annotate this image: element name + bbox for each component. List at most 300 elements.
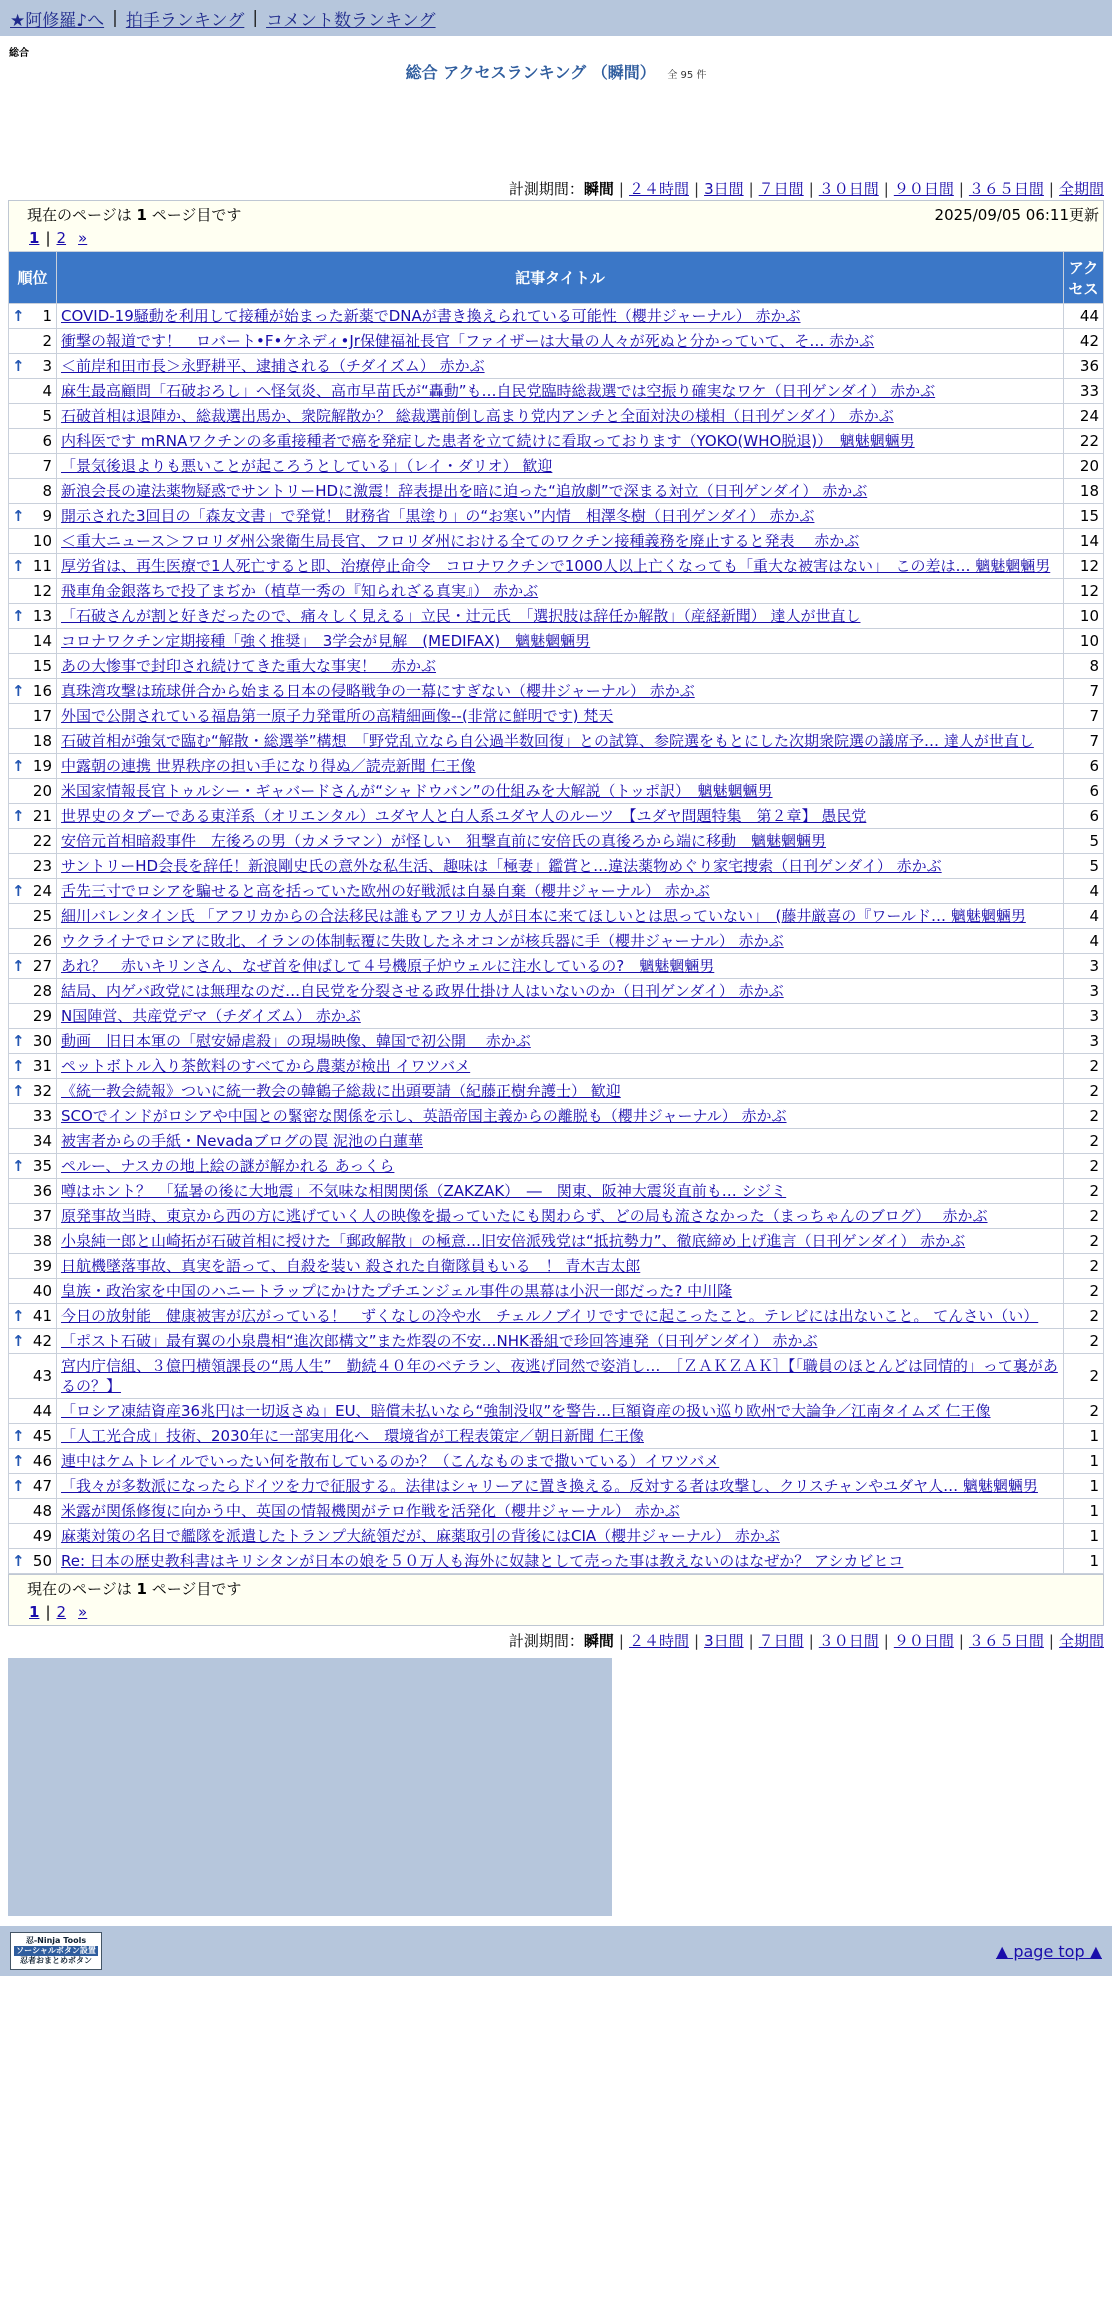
rank-number: 13	[32, 607, 52, 625]
article-link[interactable]: 被害者からの手紙・Nevadaブログの罠 泥池の白蓮華	[61, 1132, 424, 1150]
period-label: 計測期間：	[508, 1632, 584, 1650]
article-link[interactable]: 「我々が多数派になったらドイツを力で征服する。法律はシャリーアに置き換える。反対する者は攻撃し、クリスチャンやユダヤ人… 魑魅魍魎男	[61, 1477, 1038, 1495]
access-count: 1	[1064, 1499, 1104, 1524]
table-row	[9, 1524, 1104, 1549]
article-link[interactable]: 連中はケムトレイルでいったい何を散布しているのか？（こんなものまで撒いている）イワツバメ	[61, 1452, 720, 1470]
article-link[interactable]: SCOでインドがロシアや中国との緊密な関係を示し、英語帝国主義からの離脱も（櫻井ジャーナル） 赤かぶ	[61, 1107, 787, 1125]
access-count: 8	[1064, 654, 1104, 679]
updated-time: 2025/09/05 06:11更新	[934, 206, 1099, 224]
rank-number: 14	[32, 632, 52, 650]
table-row	[9, 1304, 1104, 1329]
period-option[interactable]: ２４時間	[628, 180, 689, 198]
period-option[interactable]: ９０日間	[893, 180, 954, 198]
period-separator: |	[883, 180, 889, 198]
article-link[interactable]: 宮内庁信組、３億円横領課長の“馬人生” 勤続４０年のベテラン、夜逃げ同然で姿消し… ［ＺＡＫＺＡＫ］【「職員のほとんどは同情的」って裏があるの？】	[61, 1357, 1058, 1395]
table-row	[9, 929, 1104, 954]
page-info-number: 1	[136, 206, 147, 224]
rank-cell	[9, 754, 57, 779]
table-row	[9, 1204, 1104, 1229]
article-link[interactable]: 開示された3回目の「森友文書」で発覚！ 財務省「黒塗り」の“お寒い”内情 相澤冬樹（日刊ゲンダイ） 赤かぶ	[61, 507, 815, 525]
table-row	[9, 429, 1104, 454]
table-row	[9, 979, 1104, 1004]
table-row	[9, 304, 1104, 329]
access-count: 7	[1064, 729, 1104, 754]
rank-number: 9	[42, 507, 52, 525]
table-row	[9, 629, 1104, 654]
page-title: 総合 アクセスランキング （瞬間）	[405, 63, 656, 82]
rank-cell	[9, 454, 57, 479]
rank-number: 46	[32, 1452, 52, 1470]
access-count: 1	[1064, 1474, 1104, 1499]
access-count: 5	[1064, 829, 1104, 854]
period-option[interactable]: 全期間	[1058, 1632, 1104, 1650]
page-link-current[interactable]: 1	[29, 1603, 40, 1621]
rank-number: 32	[32, 1082, 52, 1100]
article-link[interactable]: ペットボトル入り茶飲料のすべてから農薬が検出 イワツバメ	[61, 1057, 471, 1075]
access-count: 2	[1064, 1154, 1104, 1179]
access-count: 2	[1064, 1229, 1104, 1254]
table-header-row	[9, 252, 1104, 304]
rank-cell	[9, 429, 57, 454]
article-link[interactable]: サントリーHD会長を辞任！新浪剛史氏の意外な私生活、趣味は「極妻」鑑賞と…違法薬物めぐり家宅捜索（日刊ゲンダイ） 赤かぶ	[61, 857, 942, 875]
article-link[interactable]: 「ポスト石破」最有翼の小泉農相“進次郎構文”また炸裂の不安…NHK番組で珍回答連発（日刊ゲンダイ） 赤かぶ	[61, 1332, 818, 1350]
article-link[interactable]: 「人工光合成」技術、2030年に一部実用化へ 環境省が工程表策定／朝日新聞 仁王像	[61, 1427, 644, 1445]
nav-separator: |	[112, 8, 118, 28]
rank-number: 37	[32, 1207, 52, 1225]
article-link[interactable]: 安倍元首相暗殺事件 左後ろの男（カメラマン）が怪しい 狙撃直前に安倍氏の真後ろから端に移動 魑魅魍魎男	[61, 832, 827, 850]
footer	[0, 1926, 1112, 1976]
article-link[interactable]: 内科医です mRNAワクチンの多重接種者で癌を発症した患者を立て続けに看取っております（YOKO(WHO脱退)） 魑魅魍魎男	[61, 432, 915, 450]
table-row	[9, 829, 1104, 854]
article-link[interactable]: あれ？ 赤いキリンさん、なぜ首を伸ばして４号機原子炉ウェルに注水しているの? 魑魅魍魎男	[61, 957, 715, 975]
rank-up-arrow-icon: ↑	[12, 1307, 25, 1325]
access-count: 15	[1064, 504, 1104, 529]
rank-number: 22	[32, 832, 52, 850]
rank-number: 19	[32, 757, 52, 775]
period-separator: |	[1048, 180, 1054, 198]
period-separator: |	[808, 180, 814, 198]
title-cell	[57, 954, 1064, 979]
rank-up-arrow-icon: ↑	[12, 1032, 25, 1050]
rank-up-arrow-icon: ↑	[12, 1427, 25, 1445]
access-count: 42	[1064, 329, 1104, 354]
title-cell	[57, 1204, 1064, 1229]
article-link[interactable]: 新浪会長の違法薬物疑惑でサントリーHDに激震！辞表提出を暗に迫った“追放劇”で深まる対立（日刊ゲンダイ） 赤かぶ	[61, 482, 868, 500]
title-cell	[57, 1229, 1064, 1254]
article-link[interactable]: 中露朝の連携 世界秩序の担い手になり得ぬ／読売新聞 仁王像	[61, 757, 476, 775]
rank-number: 12	[32, 582, 52, 600]
rank-cell	[9, 1129, 57, 1154]
access-count: 14	[1064, 529, 1104, 554]
rank-number: 8	[42, 482, 52, 500]
rank-cell	[9, 354, 57, 379]
rank-up-arrow-icon: ↑	[12, 507, 25, 525]
access-count: 18	[1064, 479, 1104, 504]
period-current: 瞬間	[583, 180, 614, 198]
access-count: 2	[1064, 1354, 1104, 1399]
access-count: 2	[1064, 1304, 1104, 1329]
table-row	[9, 454, 1104, 479]
title-cell	[57, 704, 1064, 729]
rank-number: 26	[32, 932, 52, 950]
title-cell	[57, 1079, 1064, 1104]
rank-up-arrow-icon: ↑	[12, 807, 25, 825]
clap-ranking-link[interactable]: 拍手ランキング	[125, 10, 245, 31]
article-link[interactable]: 動画 旧日本軍の「慰安婦虐殺」の現場映像、韓国で初公開 赤かぶ	[61, 1032, 531, 1050]
period-option[interactable]: ３０日間	[818, 1632, 879, 1650]
access-count: 2	[1064, 1329, 1104, 1354]
article-link[interactable]: 衝撃の報道です！ ロバート•F•ケネディ•Jr保健福祉長官「ファイザーは大量の人々が死ぬと分かっていて、そ… 赤かぶ	[61, 332, 875, 350]
rank-number: 7	[42, 457, 52, 475]
title-cell	[57, 754, 1064, 779]
title-cell	[57, 554, 1064, 579]
article-link[interactable]: COVID-19騒動を利用して接種が始まった新薬でDNAが書き換えられている可能性（櫻井ジャーナル） 赤かぶ	[61, 307, 801, 325]
period-separator: |	[694, 1632, 700, 1650]
article-link[interactable]: ウクライナでロシアに敗北、イランの体制転覆に失敗したネオコンが核兵器に手（櫻井ジャーナル） 赤かぶ	[61, 932, 784, 950]
rank-cell	[9, 554, 57, 579]
rank-number: 11	[32, 557, 52, 575]
rank-number: 2	[42, 332, 52, 350]
title-cell	[57, 979, 1064, 1004]
rank-up-arrow-icon: ↑	[12, 1452, 25, 1470]
rank-up-arrow-icon: ↑	[12, 557, 25, 575]
article-link[interactable]: N国陣営、共産党デマ（チダイズム） 赤かぶ	[61, 1007, 361, 1025]
section-label: 総合	[9, 48, 29, 59]
title-cell	[57, 1329, 1064, 1354]
access-count: 10	[1064, 604, 1104, 629]
rank-cell	[9, 1549, 57, 1574]
comment-ranking-link[interactable]: コメント数ランキング	[266, 10, 436, 31]
rank-cell	[9, 479, 57, 504]
table-row	[9, 1254, 1104, 1279]
title-cell	[57, 1474, 1064, 1499]
title-cell	[57, 729, 1064, 754]
title-cell	[57, 1054, 1064, 1079]
article-link[interactable]: 《統一教会続報》ついに統一教会の韓鶴子総裁に出頭要請（紀藤正樹弁護士） 歓迎	[61, 1082, 621, 1100]
rank-up-arrow-icon: ↑	[12, 1082, 25, 1100]
title-cell	[57, 854, 1064, 879]
article-link[interactable]: 石破首相は退陣か、総裁選出馬か、衆院解散か？ 総裁選前倒し高まり党内アンチと全面対決の様相（日刊ゲンダイ） 赤かぶ	[61, 407, 894, 425]
title-cell	[57, 679, 1064, 704]
rank-number: 34	[32, 1132, 52, 1150]
rank-number: 48	[32, 1502, 52, 1520]
rank-up-arrow-icon: ↑	[12, 957, 25, 975]
page-next-arrow[interactable]: »	[78, 1603, 88, 1621]
article-link[interactable]: 日航機墜落事故、真実を語って、自殺を装い 殺された自衛隊員もいる ！ 青木吉太郎	[61, 1257, 641, 1275]
period-separator: |	[618, 1632, 624, 1650]
title-cell	[57, 1104, 1064, 1129]
rank-cell	[9, 379, 57, 404]
period-option[interactable]: 3日間	[704, 1632, 744, 1650]
rank-cell	[9, 1474, 57, 1499]
access-count: 6	[1064, 754, 1104, 779]
access-count: 2	[1064, 1104, 1104, 1129]
access-count: 2	[1064, 1054, 1104, 1079]
period-separator: |	[958, 180, 964, 198]
title-cell	[57, 1129, 1064, 1154]
table-row	[9, 579, 1104, 604]
rank-number: 28	[32, 982, 52, 1000]
rank-cell	[9, 1079, 57, 1104]
article-link[interactable]: 今日の放射能 健康被害が広がっている！ ずくなしの冷や水 チェルノブイリですでに起こったこと。テレビには出ないこと。 てんさい（い）	[61, 1307, 1039, 1325]
page-info-bottom	[9, 1575, 1103, 1601]
article-link[interactable]: ペルー、ナスカの地上絵の謎が解かれる あっくら	[61, 1157, 395, 1175]
article-link[interactable]: 米露が関係修復に向かう中、英国の情報機関がテロ作戦を活発化（櫻井ジャーナル） 赤かぶ	[61, 1502, 680, 1520]
rank-cell	[9, 1304, 57, 1329]
rank-cell	[9, 704, 57, 729]
rank-up-arrow-icon: ↑	[12, 682, 25, 700]
title-cell	[57, 1549, 1064, 1574]
table-row	[9, 1179, 1104, 1204]
rank-number: 45	[32, 1427, 52, 1445]
rank-number: 21	[32, 807, 52, 825]
access-header: アクセス	[1064, 252, 1104, 304]
page-link-next[interactable]: 2	[56, 1603, 67, 1621]
rank-cell	[9, 579, 57, 604]
table-row	[9, 479, 1104, 504]
rank-number: 23	[32, 857, 52, 875]
table-row	[9, 729, 1104, 754]
ranking-table	[8, 251, 1104, 1574]
period-option[interactable]: ７日間	[758, 180, 804, 198]
access-count: 4	[1064, 879, 1104, 904]
access-count: 2	[1064, 1279, 1104, 1304]
title-cell	[57, 604, 1064, 629]
table-row	[9, 904, 1104, 929]
rank-cell	[9, 1449, 57, 1474]
article-link[interactable]: 石破首相が強気で臨む“解散・総選挙”構想 「野党乱立なら自公過半数回復」との試算、参院選をもとにした次期衆院選の議席予… 達人が世直し	[61, 732, 1034, 750]
ninja-share-badge[interactable]	[10, 1932, 102, 1970]
article-link[interactable]: 麻薬対策の名目で艦隊を派遣したトランプ大統領だが、麻薬取引の背後にはCIA（櫻井ジャーナル） 赤かぶ	[61, 1527, 780, 1545]
period-option[interactable]: ７日間	[758, 1632, 804, 1650]
period-separator: |	[748, 1632, 754, 1650]
rank-cell	[9, 979, 57, 1004]
title-cell	[57, 779, 1064, 804]
rank-cell	[9, 954, 57, 979]
rank-cell	[9, 679, 57, 704]
access-count: 3	[1064, 979, 1104, 1004]
table-row	[9, 654, 1104, 679]
rank-cell	[9, 1229, 57, 1254]
title-cell	[57, 929, 1064, 954]
title-cell	[57, 1179, 1064, 1204]
table-row	[9, 754, 1104, 779]
title-cell	[57, 1424, 1064, 1449]
page-link-current[interactable]: 1	[29, 229, 40, 247]
access-count: 5	[1064, 854, 1104, 879]
badge-line-2: ソーシャルボタン設置	[14, 1946, 98, 1956]
title-cell	[57, 329, 1064, 354]
article-link[interactable]: 飛車角金銀落ちで投了まぢか（植草一秀の『知られざる真実』） 赤かぶ	[61, 582, 539, 600]
rank-number: 1	[42, 307, 52, 325]
article-link[interactable]: Re: 日本の歴史教科書はキリシタンが日本の娘を５０万人も海外に奴隷として売った事は教えないのはなぜか？ アシカビヒコ	[61, 1552, 904, 1570]
rank-number: 17	[32, 707, 52, 725]
period-option[interactable]: 全期間	[1058, 180, 1104, 198]
rank-number: 50	[32, 1552, 52, 1570]
rank-cell	[9, 404, 57, 429]
title-cell	[57, 1354, 1064, 1399]
table-row	[9, 704, 1104, 729]
table-row	[9, 1474, 1104, 1499]
rank-cell	[9, 1054, 57, 1079]
rank-number: 6	[42, 432, 52, 450]
period-option[interactable]: 3日間	[704, 180, 744, 198]
rank-cell	[9, 779, 57, 804]
period-option[interactable]: ９０日間	[893, 1632, 954, 1650]
access-count: 24	[1064, 404, 1104, 429]
title-cell	[57, 879, 1064, 904]
article-link[interactable]: 米国家情報長官トゥルシー・ギャバードさんが“シャドウバン”の仕組みを大解説（トッポ訳） 魑魅魍魎男	[61, 782, 773, 800]
title-cell	[57, 654, 1064, 679]
article-link[interactable]: 噂はホント？ 「猛暑の後に大地震」不気味な相関関係（ZAKZAK） ― 関東、阪神大震災直前も… シジミ	[61, 1182, 787, 1200]
title-cell	[57, 1449, 1064, 1474]
rank-number: 47	[32, 1477, 52, 1495]
page-info-prefix: 現在のページは	[27, 1580, 132, 1598]
title-cell	[57, 1279, 1064, 1304]
rank-cell	[9, 1399, 57, 1424]
article-link[interactable]: 世界史のタブーである東洋系（オリエンタル）ユダヤ人と白人系ユダヤ人のルーツ 【ユダヤ問題特集 第２章】 愚民党	[61, 807, 867, 825]
rank-cell	[9, 529, 57, 554]
rank-number: 40	[32, 1282, 52, 1300]
article-link[interactable]: 真珠湾攻撃は琉球併合から始まる日本の侵略戦争の一幕にすぎない（櫻井ジャーナル） 赤かぶ	[61, 682, 695, 700]
access-count: 44	[1064, 304, 1104, 329]
article-link[interactable]: あの大惨事で封印され続けてきた重大な事実！ 赤かぶ	[61, 657, 437, 675]
article-link[interactable]: 厚労省は、再生医療で1人死亡すると即、治療停止命令 コロナワクチンで1000人以上亡くなっても「重大な被害はない」 この差は… 魑魅魍魎男	[61, 557, 1051, 575]
article-link[interactable]: 舌先三寸でロシアを騙せると高を括っていた欧州の好戦派は自暴自棄（櫻井ジャーナル） 赤かぶ	[61, 882, 710, 900]
rank-number: 38	[32, 1232, 52, 1250]
page-info-panel	[8, 200, 1104, 251]
nav-separator: |	[252, 8, 259, 28]
top-nav	[0, 0, 1112, 36]
article-link[interactable]: 細川バレンタイン氏 「アフリカからの合法移民は誰もアフリカ人が日本に来てほしいとは思っていない」 (藤井厳喜の『ワールド… 魑魅魍魎男	[61, 907, 1026, 925]
article-link[interactable]: 外国で公開されている福島第一原子力発電所の高精細画像--(非常に鮮明です) 梵天	[61, 707, 614, 725]
access-count: 6	[1064, 804, 1104, 829]
rank-header: 順位	[9, 252, 57, 304]
rank-up-arrow-icon: ↑	[12, 1332, 25, 1350]
rank-up-arrow-icon: ↑	[12, 607, 25, 625]
table-row	[9, 1154, 1104, 1179]
page-next-arrow[interactable]: »	[78, 229, 88, 247]
period-option[interactable]: ３６５日間	[968, 1632, 1044, 1650]
rank-cell	[9, 829, 57, 854]
rank-number: 35	[32, 1157, 52, 1175]
article-link[interactable]: 結局、内ゲバ政党には無理なのだ…自民党を分裂させる政界仕掛け人はいないのか（日刊ゲンダイ） 赤かぶ	[61, 982, 784, 1000]
period-separator: |	[748, 180, 754, 198]
access-count: 12	[1064, 554, 1104, 579]
article-link[interactable]: コロナワクチン定期接種「強く推奨」 3学会が見解 (MEDIFAX) 魑魅魍魎男	[61, 632, 591, 650]
title-cell	[57, 479, 1064, 504]
article-link[interactable]: 「景気後退よりも悪いことが起ころうとしている」（レイ・ダリオ） 歓迎	[61, 457, 553, 475]
article-link[interactable]: 原発事故当時、東京から西の方に逃げていく人の映像を撮っていたにも関わらず、どの局も流さなかった（まっちゃんのブログ） 赤かぶ	[61, 1207, 988, 1225]
access-count: 2	[1064, 1254, 1104, 1279]
title-cell	[57, 1004, 1064, 1029]
rank-cell	[9, 1354, 57, 1399]
table-row	[9, 404, 1104, 429]
period-label: 計測期間：	[508, 180, 584, 198]
article-link[interactable]: 小泉純一郎と山崎拓が石破首相に授けた「郵政解散」の極意…旧安倍派残党は“抵抗勢力”、徹底締め上げ進言（日刊ゲンダイ） 赤かぶ	[61, 1232, 966, 1250]
table-row	[9, 1399, 1104, 1424]
table-row	[9, 854, 1104, 879]
article-link[interactable]: ＜重大ニュース＞フロリダ州公衆衛生局長官、フロリダ州における全てのワクチン接種義務を廃止すると発表 赤かぶ	[61, 532, 860, 550]
period-option[interactable]: ３０日間	[818, 180, 879, 198]
rank-number: 10	[32, 532, 52, 550]
rank-cell	[9, 904, 57, 929]
table-row	[9, 1449, 1104, 1474]
table-row	[9, 1329, 1104, 1354]
period-selector-bottom	[0, 1630, 1112, 1652]
rank-number: 3	[42, 357, 52, 375]
title-cell	[57, 1154, 1064, 1179]
table-row	[9, 354, 1104, 379]
rank-cell	[9, 1154, 57, 1179]
title-cell	[57, 404, 1064, 429]
period-current: 瞬間	[583, 1632, 614, 1650]
home-link[interactable]: ★阿修羅♪へ	[10, 10, 105, 31]
page-title-wrap	[0, 60, 1112, 84]
bottom-ad-area	[0, 1658, 1112, 1916]
rank-up-arrow-icon: ↑	[12, 1552, 25, 1570]
ad-box	[8, 1658, 612, 1916]
rank-up-arrow-icon: ↑	[12, 1057, 25, 1075]
rank-cell	[9, 1524, 57, 1549]
access-count: 4	[1064, 929, 1104, 954]
access-count: 2	[1064, 1399, 1104, 1424]
rank-cell	[9, 1424, 57, 1449]
rank-cell	[9, 1204, 57, 1229]
total-count: 全 95 件	[667, 70, 707, 81]
page-info-suffix: ページ目です	[151, 206, 242, 224]
access-count: 3	[1064, 1004, 1104, 1029]
rank-number: 15	[32, 657, 52, 675]
table-row	[9, 1054, 1104, 1079]
current-page-text	[27, 203, 241, 227]
table-row	[9, 379, 1104, 404]
rank-up-arrow-icon: ↑	[12, 357, 25, 375]
badge-line-1: 忍-Ninja Tools	[25, 1936, 87, 1945]
rank-cell	[9, 1004, 57, 1029]
period-separator: |	[694, 180, 700, 198]
article-link[interactable]: 皇族・政治家を中国のハニートラップにかけたプチエンジェル事件の黒幕は小沢一郎だった? 中川隆	[61, 1282, 733, 1300]
rank-number: 5	[42, 407, 52, 425]
title-cell	[57, 1499, 1064, 1524]
article-link[interactable]: 「石破さんが割と好きだったので、痛々しく見える」立民・辻元氏 「選択肢は辞任か解散」（産経新聞） 達人が世直し	[61, 607, 861, 625]
article-link[interactable]: 麻生最高顧問「石破おろし」へ怪気炎、高市早苗氏が“轟動”も…自民党臨時総裁選では空振り確実なワケ（日刊ゲンダイ） 赤かぶ	[61, 382, 936, 400]
rank-cell	[9, 929, 57, 954]
title-header: 記事タイトル	[57, 252, 1064, 304]
period-option[interactable]: ２４時間	[628, 1632, 689, 1650]
rank-cell	[9, 729, 57, 754]
rank-cell	[9, 1254, 57, 1279]
title-cell	[57, 379, 1064, 404]
rank-cell	[9, 604, 57, 629]
access-count: 2	[1064, 1079, 1104, 1104]
rank-cell	[9, 304, 57, 329]
title-cell	[57, 1524, 1064, 1549]
current-page-text-bottom	[27, 1577, 241, 1601]
table-row	[9, 604, 1104, 629]
rank-cell	[9, 804, 57, 829]
title-cell	[57, 829, 1064, 854]
page-top-link[interactable]: ▲ page top ▲	[995, 1941, 1102, 1961]
rank-number: 31	[32, 1057, 52, 1075]
page-link-next[interactable]: 2	[56, 229, 67, 247]
period-option[interactable]: ３６５日間	[968, 180, 1044, 198]
article-link[interactable]: ＜前岸和田市長＞永野耕平、逮捕される（チダイズム） 赤かぶ	[61, 357, 485, 375]
article-link[interactable]: 「ロシア凍結資産36兆円は一切返さぬ」EU、賠償未払いなら“強制没収”を警告…巨額資産の扱い巡り欧州で大論争／江南タイムズ 仁王像	[61, 1402, 991, 1420]
page-info	[9, 201, 1103, 227]
rank-number: 42	[32, 1332, 52, 1350]
table-row	[9, 804, 1104, 829]
